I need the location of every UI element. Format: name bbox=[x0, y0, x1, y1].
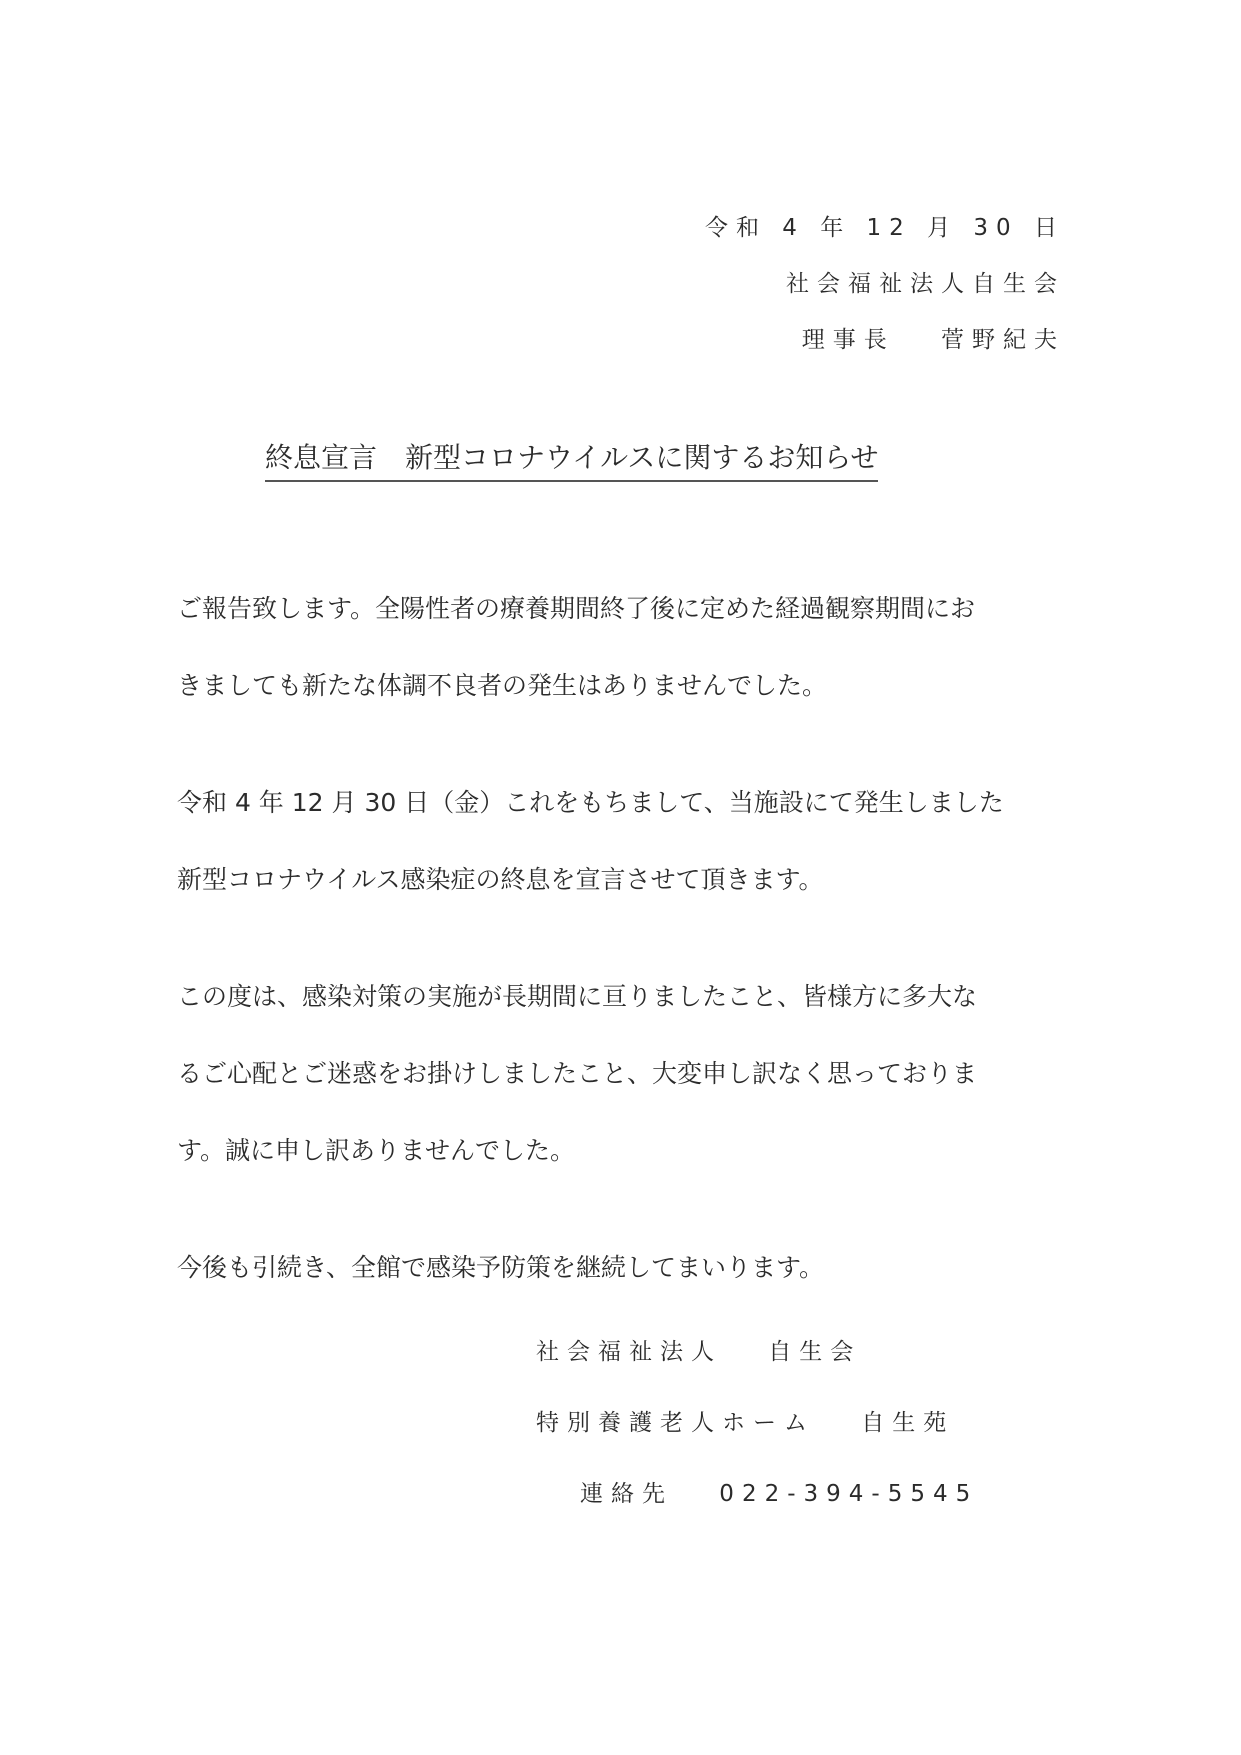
paragraph-line: るご心配とご迷惑をお掛けしましたこと、大変申し訳なく思っておりま bbox=[177, 1059, 978, 1088]
paragraph-line: 令和 4 年 12 月 30 日（金）これをもちまして、当施設にて発生しました bbox=[177, 788, 1004, 817]
paragraph-line: この度は、感染対策の実施が長期間に亘りましたこと、皆様方に多大な bbox=[177, 982, 978, 1011]
paragraph-2 bbox=[177, 764, 1077, 918]
document-title: 終息宣言 新型コロナウイルスに関するお知らせ bbox=[265, 440, 878, 482]
closing-facility: 特別養護老人ホーム 自生苑 bbox=[536, 1410, 955, 1436]
issuer-signatory: 理事長 菅野紀夫 bbox=[801, 327, 1065, 353]
paragraph-line: す。誠に申し訳ありませんでした。 bbox=[177, 1136, 576, 1165]
closing-organization: 社会福祉法人 自生会 bbox=[536, 1339, 862, 1365]
paragraph-line: 今後も引続き、全館で感染予防策を継続してまいります。 bbox=[177, 1253, 825, 1282]
issuer-organization: 社会福祉法人自生会 bbox=[786, 271, 1065, 297]
paragraph-line: ご報告致します。全陽性者の療養期間終了後に定めた経過観察期間にお bbox=[177, 594, 976, 623]
sender-block bbox=[704, 200, 1065, 368]
paragraph-line: 新型コロナウイルス感染症の終息を宣言させて頂きます。 bbox=[177, 865, 824, 894]
closing-block bbox=[536, 1317, 978, 1530]
paragraph-line: きましても新たな体調不良者の発生はありませんでした。 bbox=[177, 671, 828, 700]
issue-date: 令和 4 年 12 月 30 日 bbox=[704, 215, 1065, 241]
body-text bbox=[177, 570, 1077, 1306]
paragraph-1 bbox=[177, 570, 1077, 724]
paragraph-3 bbox=[177, 958, 1077, 1189]
paragraph-4 bbox=[177, 1229, 1077, 1306]
contact-phone: 連絡先 022-394-5545 bbox=[580, 1481, 979, 1507]
